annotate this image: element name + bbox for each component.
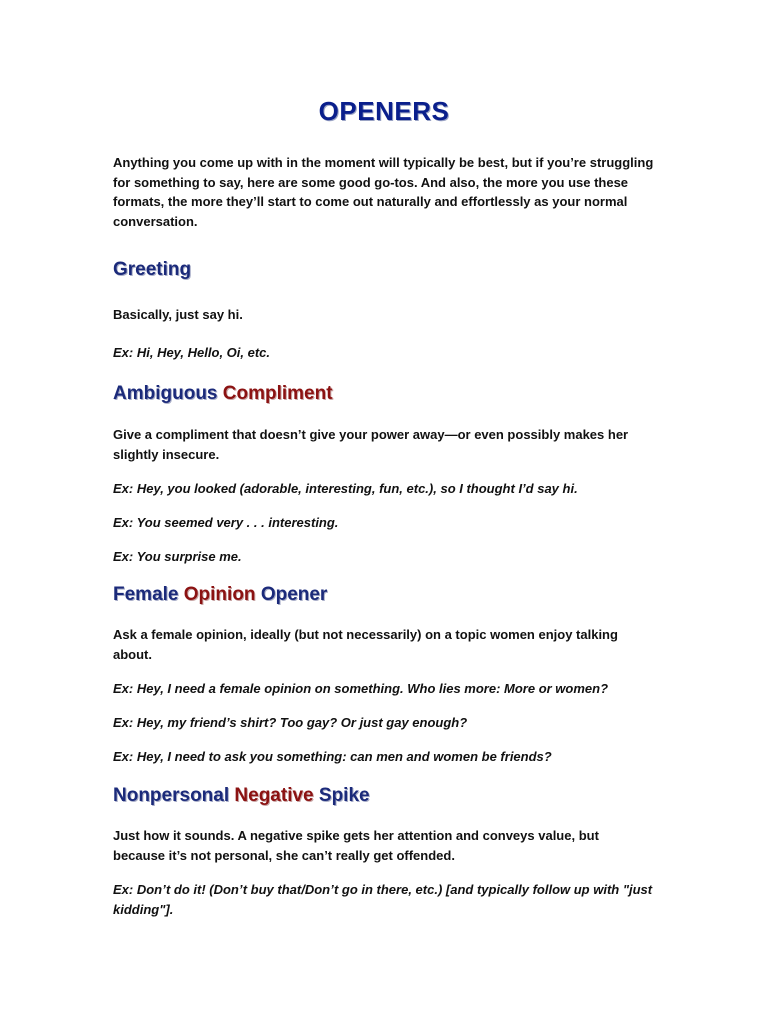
heading-part-highlight: Negative bbox=[234, 785, 314, 806]
heading-part: Greeting bbox=[113, 259, 192, 280]
example-line: Ex: You surprise me. bbox=[113, 549, 242, 564]
section-description-female-opinion-opener: Ask a female opinion, ideally (but not necessarily) on a topic women enjoy talking about. bbox=[113, 627, 618, 662]
page-title: OPENERS bbox=[318, 96, 450, 126]
heading-part-highlight: Opinion bbox=[183, 584, 256, 605]
heading-part: Opener bbox=[260, 584, 328, 605]
section-heading-ambiguous-compliment bbox=[113, 383, 333, 405]
example-line: Ex: Hey, I need to ask you something: can men and women be friends? bbox=[113, 749, 552, 764]
section-heading-greeting bbox=[113, 259, 191, 281]
heading-part: Ambiguous bbox=[113, 383, 218, 404]
example-line: Ex: Hey, my friend’s shirt? Too gay? Or just gay enough? bbox=[113, 715, 468, 730]
section-description-greeting: Basically, just say hi. bbox=[113, 307, 243, 322]
intro-paragraph: Anything you come up with in the moment will typically be best, but if you’re struggling for something to say, here are some good go-tos. And also, the more you use these formats, the more they’ll start to come out naturally and effortlessly as your normal conversation. bbox=[113, 155, 654, 229]
example-line: Ex: Hey, you looked (adorable, interesting, fun, etc.), so I thought I’d say hi. bbox=[113, 481, 578, 496]
heading-part: Female bbox=[113, 584, 179, 605]
example-line: Ex: You seemed very . . . interesting. bbox=[113, 515, 339, 530]
heading-part: Spike bbox=[318, 785, 370, 806]
example-line: Ex: Hi, Hey, Hello, Oi, etc. bbox=[113, 345, 271, 360]
example-line: Ex: Don’t do it! (Don’t buy that/Don’t go in there, etc.) [and typically follow up with "just kidding"]. bbox=[113, 882, 653, 917]
section-description-ambiguous-compliment: Give a compliment that doesn’t give your power away—or even possibly makes her slightly insecure. bbox=[113, 427, 629, 462]
example-line: Ex: Hey, I need a female opinion on something. Who lies more: More or women? bbox=[113, 681, 609, 696]
section-heading-nonpersonal-negative-spike bbox=[113, 785, 370, 807]
section-description-nonpersonal-negative-spike: Just how it sounds. A negative spike gets her attention and conveys value, but because it’s not personal, she can’t really get offended. bbox=[113, 828, 599, 863]
heading-part-highlight: Compliment bbox=[222, 383, 333, 404]
section-heading-female-opinion-opener bbox=[113, 584, 327, 606]
heading-part: Nonpersonal bbox=[113, 785, 230, 806]
